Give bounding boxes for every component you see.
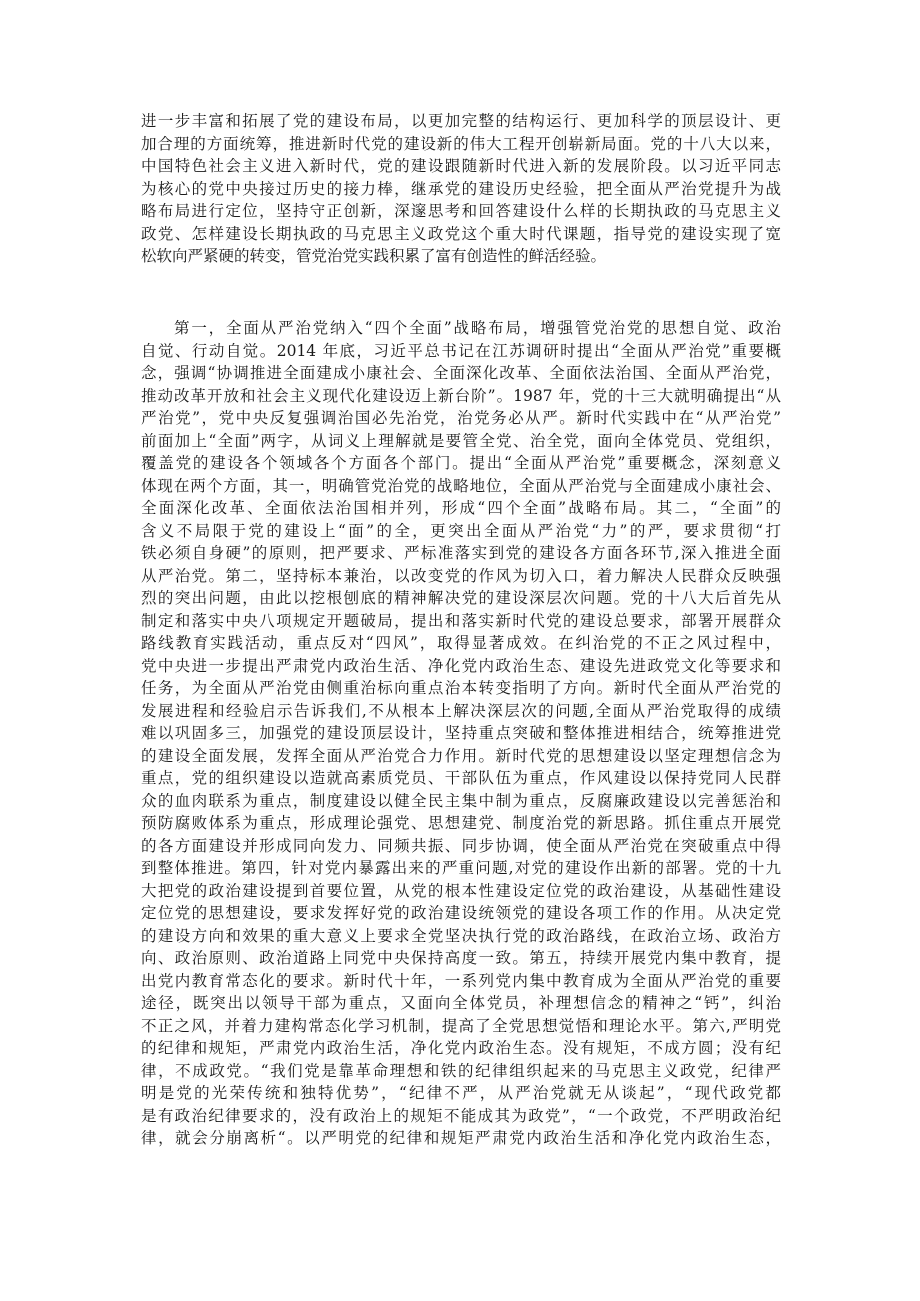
text-line: 推动改革开放和社会主义现代化建设迈上新台阶”。1987 年，党的十三大就明确提出“从 [141,386,781,405]
text-line: 难以巩固多三，加强党的建设顶层设计，坚持重点突破和整体推进相结合，统筹推进党 [141,724,781,742]
text-line: 重点，党的组织建设以造就高素质党员、干部队伍为重点，作风建设以保持党同人民群 [141,769,781,787]
text-line: 到整体推进。第四，针对党内暴露出来的严重问题,对党的建设作出新的部署。党的十九 [141,859,781,877]
text-line: 明是党的光荣传统和独特优势”，“纪律不严，从严治党就无从谈起”，“现代政党都 [141,1084,781,1102]
text-line: 律，就会分崩离析“。以严明党的纪律和规矩严肃党内政治生活和净化党内政治生态， [141,1129,781,1147]
text-line: 松软向严紧硬的转变，管党治党实践积累了富有创造性的鲜活经验。 [141,247,607,265]
text-line: 向、政治原则、政治道路上同党中央保持高度一致。第五，持续开展党内集中教育，提 [141,949,781,967]
text-line: 的建设方向和效果的重大意义上要求全党坚决执行党的政治路线，在政治立场、政治方 [141,926,781,945]
text-line: 铁必须自身硬”的原则，把严要求、严标准落实到党的建设各方面各环节,深入推进全面 [141,544,781,562]
text-line: 是有政治纪律要求的，没有政治上的规矩不能成其为政党”，“一个政党，不严明政治纪 [141,1106,781,1125]
text-line: 为核心的党中央接过历史的接力棒，继承党的建设历史经验，把全面从严治党提升为战 [141,179,781,198]
text-line: 定位党的思想建设，要求发挥好党的政治建设统领党的建设各项工作的作用。从决定党 [141,904,781,922]
text-line: 前面加上“全面”两字，从词义上理解就是要管全党、治全党，面向全体党员、党组织， [141,431,781,450]
paragraph-1 [141,110,781,268]
text-line: 进一步丰富和拓展了党的建设布局，以更加完整的结构运行、更加科学的顶层设计、更 [141,112,781,130]
text-line: 体现在两个方面，其一，明确管党治党的战略地位，全面从严治党与全面建成小康社会、 [141,476,781,495]
text-line: 政党、怎样建设长期执政的马克思主义政党这个重大时代课题，指导党的建设实现了宽 [141,224,781,243]
text-line: 全面深化改革、全面依法治国相并列，形成“四个全面”战略布局。其二，“全面”的 [141,499,781,517]
text-line: 任务，为全面从严治党由侧重治标向重点治本转变指明了方向。新时代全面从严治党的 [141,679,781,697]
text-line: 严治党”，党中央反复强调治国必先治党，治党务必从严。新时代实践中在“从严治党” [141,409,781,427]
text-line: 的纪律和规矩，严肃党内政治生活，净化党内政治生态。没有规矩，不成方圆；没有纪 [141,1039,781,1057]
text-line: 的建设全面发展，发挥全面从严治党合力作用。新时代党的思想建设以坚定理想信念为 [141,746,781,765]
text-line: 不正之风，并着力建构常态化学习机制，提高了全党思想觉悟和理论水平。第六,严明党 [141,1016,781,1035]
text-line: 发展进程和经验启示告诉我们,不从根本上解决深层次的问题,全面从严治党取得的成绩 [141,701,781,720]
text-line: 第一，全面从严治党纳入“四个全面”战略布局，增强管党治党的思想自觉、政治 [174,319,781,337]
text-line: 众的血肉联系为重点，制度建设以健全民主集中制为重点，反腐廉政建设以完善惩治和 [141,791,781,810]
text-line: 中国特色社会主义进入新时代，党的建设跟随新时代进入新的发展阶段。以习近平同志 [141,157,781,175]
text-line: 自觉、行动自觉。2014 年底，习近平总书记在江苏调研时提出“全面从严治党”重要概 [141,341,781,360]
text-line: 路线教育实践活动，重点反对“四风”，取得显著成效。在纠治党的不正之风过程中， [141,634,781,652]
text-line: 从严治党。第二，坚持标本兼治，以改变党的作风为切入口，着力解决人民群众反映强 [141,566,781,585]
text-line: 制定和落实中央八项规定开题破局，提出和落实新时代党的建设总要求，部署开展群众 [141,611,781,630]
text-line: 大把党的政治建设提到首要位置，从党的根本性建设定位党的政治建设，从基础性建设 [141,881,781,900]
text-line: 烈的突出问题，由此以挖根刨底的精神解决党的建设深层次问题。党的十八大后首先从 [141,589,781,607]
text-line: 的各方面建设并形成同向发力、同频共振、同步协调，使全面从严治党在突破重点中得 [141,836,781,855]
text-line: 途径，既突出以领导干部为重点，又面向全体党员，补理想信念的精神之“钙”，纠治 [141,994,781,1012]
text-line: 覆盖党的建设各个领域各个方面各个部门。提出“全面从严治党”重要概念，深刻意义 [141,454,781,472]
text-line: 含义不局限于党的建设上“面”的全，更突出全面从严治党“力”的严，要求贯彻“打 [141,521,781,540]
text-line: 略布局进行定位，坚持守正创新，深邃思考和回答建设什么样的长期执政的马克思主义 [141,202,781,220]
text-line: 预防腐败体系为重点，形成理论强党、思想建党、制度治党的新思路。抓住重点开展党 [141,814,781,832]
text-line: 加合理的方面统筹，推进新时代党的建设新的伟大工程开创崭新局面。党的十八大以来， [141,134,781,153]
text-line: 党中央进一步提出严肃党内政治生活、净化党内政治生态、建设先进政党文化等要求和 [141,656,781,675]
text-line: 律，不成政党。“我们党是靠革命理想和铁的纪律组织起来的马克思主义政党，纪律严 [141,1061,781,1080]
paragraph-2 [141,317,781,1150]
text-line: 念，强调“协调推进全面建成小康社会、全面深化改革、全面依法治国、全面从严治党， [141,364,781,382]
text-line: 出党内教育常态化的要求。新时代十年，一系列党内集中教育成为全面从严治党的重要 [141,971,781,990]
